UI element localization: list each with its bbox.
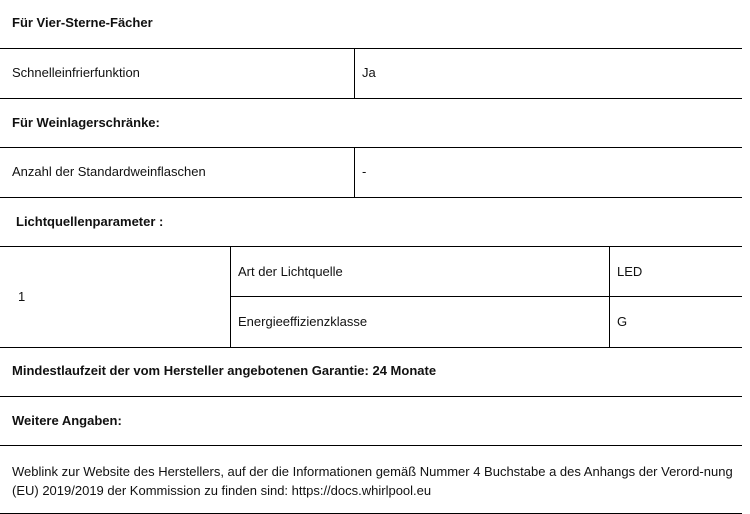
label-standardweinflaschen: Anzahl der Standardweinflaschen <box>12 164 206 179</box>
divider <box>0 445 742 446</box>
heading-lichtquellenparameter: Lichtquellenparameter : <box>16 214 164 229</box>
divider <box>0 347 742 348</box>
value-art-der-lichtquelle: LED <box>617 264 643 279</box>
row-divider <box>230 296 742 297</box>
heading-weinlagerschraenke: Für Weinlagerschränke: <box>12 115 160 130</box>
divider <box>0 98 742 99</box>
divider <box>0 147 742 148</box>
cell-divider <box>354 48 355 98</box>
value-energieeffizienzklasse: G <box>617 314 628 329</box>
value-schnelleinfrierfunktion: Ja <box>362 65 376 80</box>
cell-divider <box>354 147 355 197</box>
heading-vier-sterne: Für Vier-Sterne-Fächer <box>12 15 153 30</box>
garantie-text: Mindestlaufzeit der vom Hersteller angebotenen Garantie: 24 Monate <box>12 363 437 378</box>
heading-weitere-angaben: Weitere Angaben: <box>12 413 122 428</box>
divider <box>0 48 742 49</box>
label-energieeffizienzklasse: Energieeffizienzklasse <box>238 314 368 329</box>
divider <box>0 396 742 397</box>
value-standardweinflaschen: - <box>362 164 367 179</box>
divider <box>0 246 742 247</box>
divider <box>0 197 742 198</box>
lichtquelle-index: 1 <box>18 289 26 304</box>
label-schnelleinfrierfunktion: Schnelleinfrierfunktion <box>12 65 140 80</box>
weblink-paragraph: Weblink zur Website des Herstellers, auf der die Informationen gemäß Nummer 4 Buchstabe a des Anhangs der Verord-nung (EU) 2019/2019 der Kommission zu finden sind: https://docs.whirlpool.eu <box>12 464 733 498</box>
label-art-der-lichtquelle: Art der Lichtquelle <box>238 264 343 279</box>
